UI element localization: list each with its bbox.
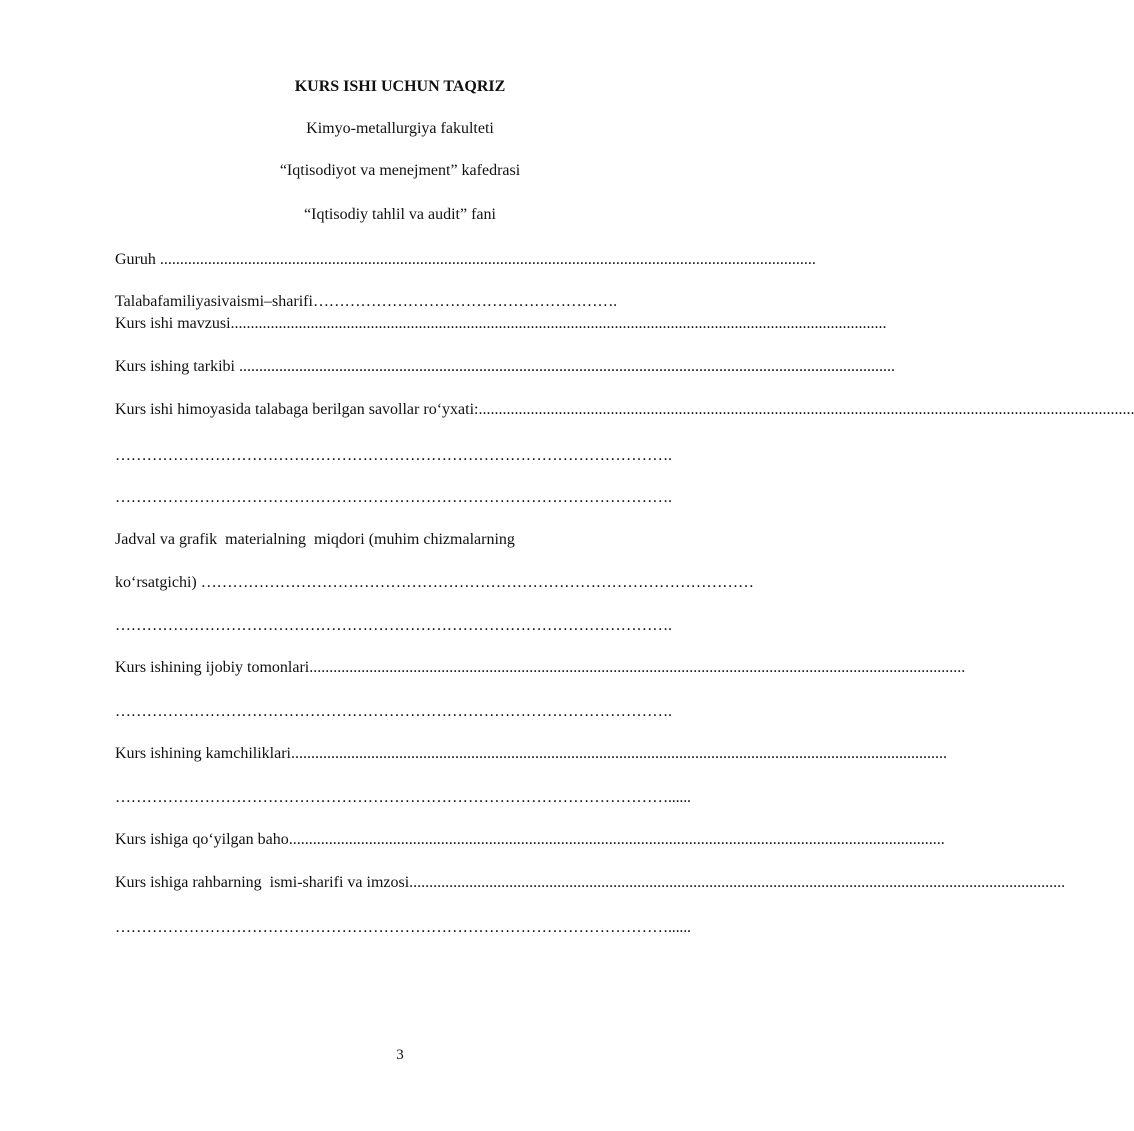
questions-label: Kurs ishi himoyasida talabaga berilgan savollar ro‘yxati: xyxy=(115,401,479,418)
shortcomings-label: Kurs ishining kamchiliklari xyxy=(115,745,291,762)
supervisor-line[interactable] xyxy=(115,873,1066,893)
tables-label-line xyxy=(115,530,743,550)
structure-line[interactable] xyxy=(115,357,895,377)
dot-leader: .................................................................................................................................................................... xyxy=(288,831,945,848)
grade-line[interactable] xyxy=(115,830,945,850)
shortcomings-line[interactable] xyxy=(115,744,947,764)
page-number: 3 xyxy=(396,1047,404,1063)
student-label: Talabafamiliyasivaismi–sharifi xyxy=(115,293,313,310)
supervisor-blank-line[interactable] xyxy=(115,918,743,938)
dot-leader: .................................................................................................................................................................... xyxy=(309,659,966,676)
questions-line[interactable] xyxy=(115,400,1134,420)
dot-leader: .................................................................................................................................................................... xyxy=(239,358,895,375)
tables-label-1: Jadval va grafik materialning miqdori (muhim chizmalarning xyxy=(115,531,515,548)
ellipsis-leader: …………………………………………………. xyxy=(312,293,617,310)
tables-blank-line[interactable] xyxy=(115,616,743,636)
tables-label-2: ko‘rsatgichi) xyxy=(115,574,201,591)
dot-leader: .................................................................................................................................................................... xyxy=(230,315,887,332)
department-name: “Iqtisodiyot va menejment” kafedrasi xyxy=(279,162,521,179)
ellipsis-leader: ……………………………………………………………………………………………...... xyxy=(115,789,691,806)
student-line[interactable] xyxy=(115,292,715,312)
ellipsis-leader: ……………………………………………………………………………………………...... xyxy=(115,919,691,936)
grade-label: Kurs ishiga qo‘yilgan baho xyxy=(115,831,289,848)
positive-line[interactable] xyxy=(115,658,966,678)
ellipsis-leader: …………………………………………………………………………………………… xyxy=(200,574,754,591)
structure-label: Kurs ishing tarkibi xyxy=(115,358,239,375)
ellipsis-leader: ……………………………………………………………………………………………. xyxy=(115,617,672,634)
group-label: Guruh xyxy=(115,251,160,268)
dot-leader: .................................................................................................................................................................... xyxy=(290,745,947,762)
faculty-name: Kimyo-metallurgiya fakulteti xyxy=(306,120,494,137)
ellipsis-leader: ……………………………………………………………………………………………. xyxy=(115,703,672,720)
supervisor-label: Kurs ishiga rahbarning ismi-sharifi va imzosi xyxy=(115,874,410,891)
document-title: KURS ISHI UCHUN TAQRIZ xyxy=(294,78,506,95)
subject-name: “Iqtisodiy tahlil va audit” fani xyxy=(304,206,496,223)
ellipsis-leader: ……………………………………………………………………………………………. xyxy=(115,447,672,464)
tables-line[interactable] xyxy=(115,573,754,593)
positive-label: Kurs ishining ijobiy tomonlari xyxy=(115,659,310,676)
dot-leader: .................................................................................................................................................................... xyxy=(478,401,1134,418)
shortcomings-blank-line[interactable] xyxy=(115,788,743,808)
ellipsis-leader: ……………………………………………………………………………………………. xyxy=(115,489,672,506)
questions-blank-line-2[interactable] xyxy=(115,488,743,508)
dot-leader: .................................................................................................................................................................... xyxy=(409,874,1066,891)
topic-label: Kurs ishi mavzusi xyxy=(115,315,231,332)
topic-line[interactable] xyxy=(115,314,887,334)
questions-blank-line-1[interactable] xyxy=(115,446,743,466)
group-line[interactable] xyxy=(115,250,816,270)
positive-blank-line[interactable] xyxy=(115,702,743,722)
dot-leader: .................................................................................................................................................................... xyxy=(159,251,816,268)
